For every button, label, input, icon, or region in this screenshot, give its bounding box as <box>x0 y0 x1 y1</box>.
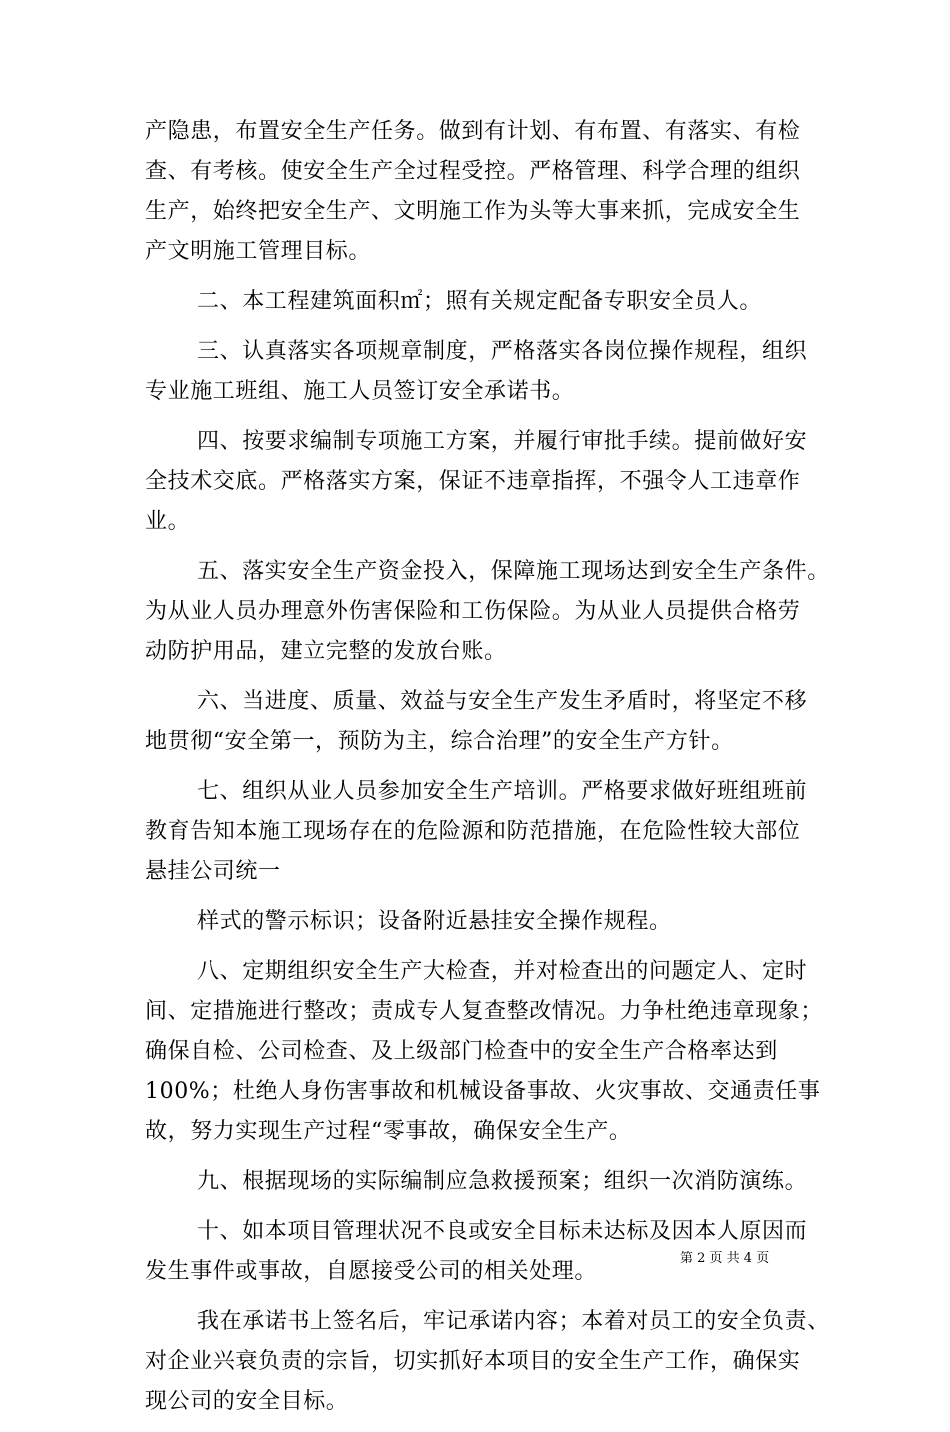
text-line: 动防护用品，建立完整的发放台账。 <box>145 639 507 664</box>
para-closing <box>145 1302 830 1422</box>
text-line: 十、如本项目管理状况不良或安全目标未达标及因本人原因而 <box>197 1219 808 1244</box>
text-line: 五、落实安全生产资金投入，保障施工现场达到安全生产条件。 <box>197 559 830 584</box>
text-line: 我在承诺书上签名后，牢记承诺内容；本着对员工的安全负责、 <box>197 1309 830 1334</box>
text-line: 确保自检、公司检查、及上级部门检查中的安全生产合格率达到 <box>145 1039 778 1064</box>
para-item-9 <box>145 1162 817 1202</box>
text-line: 为从业人员办理意外伤害保险和工伤保险。为从业人员提供合格劳 <box>145 599 801 624</box>
text-line: 专业施工班组、施工人员签订安全承诺书。 <box>145 379 575 404</box>
text-line: 故，努力实现生产过程“零事故，确保安全生产。 <box>145 1119 632 1144</box>
text-line: 发生事件或事故，自愿接受公司的相关处理。 <box>145 1259 598 1284</box>
text-line: 产隐患，布置安全生产任务。做到有计划、有布置、有落实、有检 <box>145 119 801 144</box>
text-line: 悬挂公司统一 <box>145 859 281 884</box>
text-line: 间、定措施进行整改；责成专人复查整改情况。力争杜绝违章现象； <box>145 999 824 1024</box>
para-item-3 <box>145 332 817 412</box>
document-body <box>145 112 830 1432</box>
text-line: 全技术交底。严格落实方案，保证不违章指挥，不强令人工违章作 <box>145 469 801 494</box>
para-item-8 <box>145 952 824 1152</box>
para-item-6 <box>145 682 817 762</box>
text-line: 查、有考核。使安全生产全过程受控。严格管理、科学合理的组织 <box>145 159 801 184</box>
text-line: 业。 <box>145 509 191 534</box>
text-line: 八、定期组织安全生产大检查，并对检查出的问题定人、定时 <box>197 959 808 984</box>
text-line: 现公司的安全目标。 <box>145 1389 349 1414</box>
text-line: 二、本工程建筑面积㎡；照有关规定配备专职安全员人。 <box>197 289 763 314</box>
text-line: 六、当进度、质量、效益与安全生产发生矛盾时，将坚定不移 <box>197 689 808 714</box>
para-item-5 <box>145 552 830 672</box>
text-line: 九、根据现场的实际编制应急救援预案；组织一次消防演练。 <box>197 1169 808 1194</box>
page-number-footer: 第 2 页 共 4 页 <box>680 1251 770 1266</box>
text-line: 教育告知本施工现场存在的危险源和防范措施，在危险性较大部位 <box>145 819 801 844</box>
text-line: 100%；杜绝人身伤害事故和机械设备事故、火灾事故、交通责任事 <box>145 1079 821 1104</box>
para-intro-continued <box>145 112 817 272</box>
text-line: 产文明施工管理目标。 <box>145 239 372 264</box>
text-line: 对企业兴衰负责的宗旨，切实抓好本项目的安全生产工作，确保实 <box>145 1349 801 1374</box>
text-line: 生产，始终把安全生产、文明施工作为头等大事来抓，完成安全生 <box>145 199 801 224</box>
para-item-2 <box>145 282 817 322</box>
text-line: 七、组织从业人员参加安全生产培训。严格要求做好班组班前 <box>197 779 808 804</box>
text-line: 地贯彻“安全第一，预防为主，综合治理”的安全生产方针。 <box>145 729 734 754</box>
para-item-7-continued <box>145 902 817 942</box>
text-line: 样式的警示标识；设备附近悬挂安全操作规程。 <box>197 909 672 934</box>
text-line: 三、认真落实各项规章制度，严格落实各岗位操作规程，组织 <box>197 339 808 364</box>
text-line: 四、按要求编制专项施工方案，并履行审批手续。提前做好安 <box>197 429 808 454</box>
para-item-7 <box>145 772 817 892</box>
para-item-4 <box>145 422 817 542</box>
